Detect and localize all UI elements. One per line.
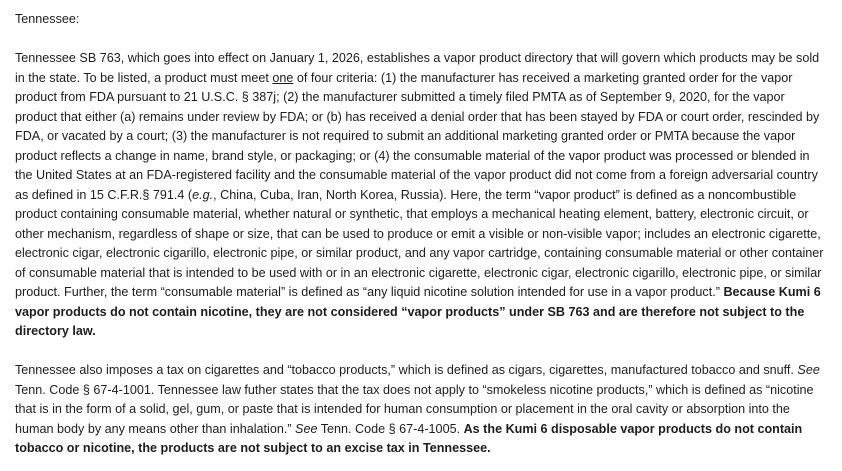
p1-text-a: Tennessee SB 763, which goes into effect on January 1, 2026, establishes a vapor product directory that will govern which products may be sold in the state. To be listed, a product must meet: [15, 51, 820, 85]
p2-text-b: Tenn. Code § 67-4-1001. Tennessee law futher states that the tax does not apply to “smokeless nicotine products,” which is defined as “nicotine that is in the form of a solid, gel, gum, or paste that is intended for human consumption or placement in the oral cavity or absorption into the human body by any means other than inhalation.”: [15, 382, 814, 436]
document-body: [15, 10, 827, 459]
p2-text-c: Tenn. Code § 67-4-1005.: [317, 421, 464, 436]
p2-conclusion: As the Kumi 6 disposable vapor products do not contain tobacco or nicotine, the products are not subject to an excise tax in Tennessee.: [15, 421, 803, 455]
paragraph-tax: [15, 361, 827, 459]
p2-see-2: See: [295, 421, 318, 436]
p2-text-a: Tennessee also imposes a tax on cigarettes and “tobacco products,” which is defined as cigars, cigarettes, manufactured tobacco and snuff.: [15, 363, 798, 377]
paragraph-directory-law: [15, 49, 827, 342]
section-heading: Tennessee:: [15, 12, 80, 26]
p2-see-1: See: [797, 363, 820, 377]
p1-eg: e.g.: [192, 187, 214, 202]
p1-text-c: , China, Cuba, Iran, North Korea, Russia). Here, the term “vapor product” is defined as a noncombustible product containing consumable material, whether natural or synthetic, that employs a mechanical heating element, battery, electronic circuit, or other mechanism, regardless of shape or size, that can be used to produce or emit a visible or non-visible vapor; includes an electronic cigarette, electronic cigar, electronic cigarillo, electronic pipe, or similar product, and any vapor cartridge, containing consumable material or other container of consumable material that is intended to be used with or in an electronic cigarette, electronic cigar, electronic cigarillo, electronic pipe, or similar product. Further, the term “consumable material” is defined as “any liquid nicotine solution intended for use in a vapor product.”: [15, 187, 824, 299]
p1-text-b: of four criteria: (1) the manufacturer has received a marketing granted order for the vapor product from FDA pursuant to 21 U.S.C. § 387j; (2) the manufacturer submitted a timely filed PMTA as of September 9, 2020, for the vapor product that either (a) remains under review by FDA; or (b) has received a denial order that has been stayed by FDA or court order, rescinded by FDA, or vacated by a court; (3) the manufacturer is not required to submit an additional marketing granted order or PMTA because the vapor product reflects a change in name, brand style, or packaging; or (4) the consumable material of the vapor product was processed or blended in the United States at an FDA-registered facility and the consumable material of the vapor product did not come from a foreign adversarial country as defined in 15 C.F.R.§ 791.4 (: [15, 70, 820, 202]
p1-conclusion: Because Kumi 6 vapor products do not contain nicotine, they are not considered “vapor products” under SB 763 and are therefore not subject to the directory law.: [15, 285, 821, 338]
p1-underlined-one: one: [272, 70, 294, 85]
